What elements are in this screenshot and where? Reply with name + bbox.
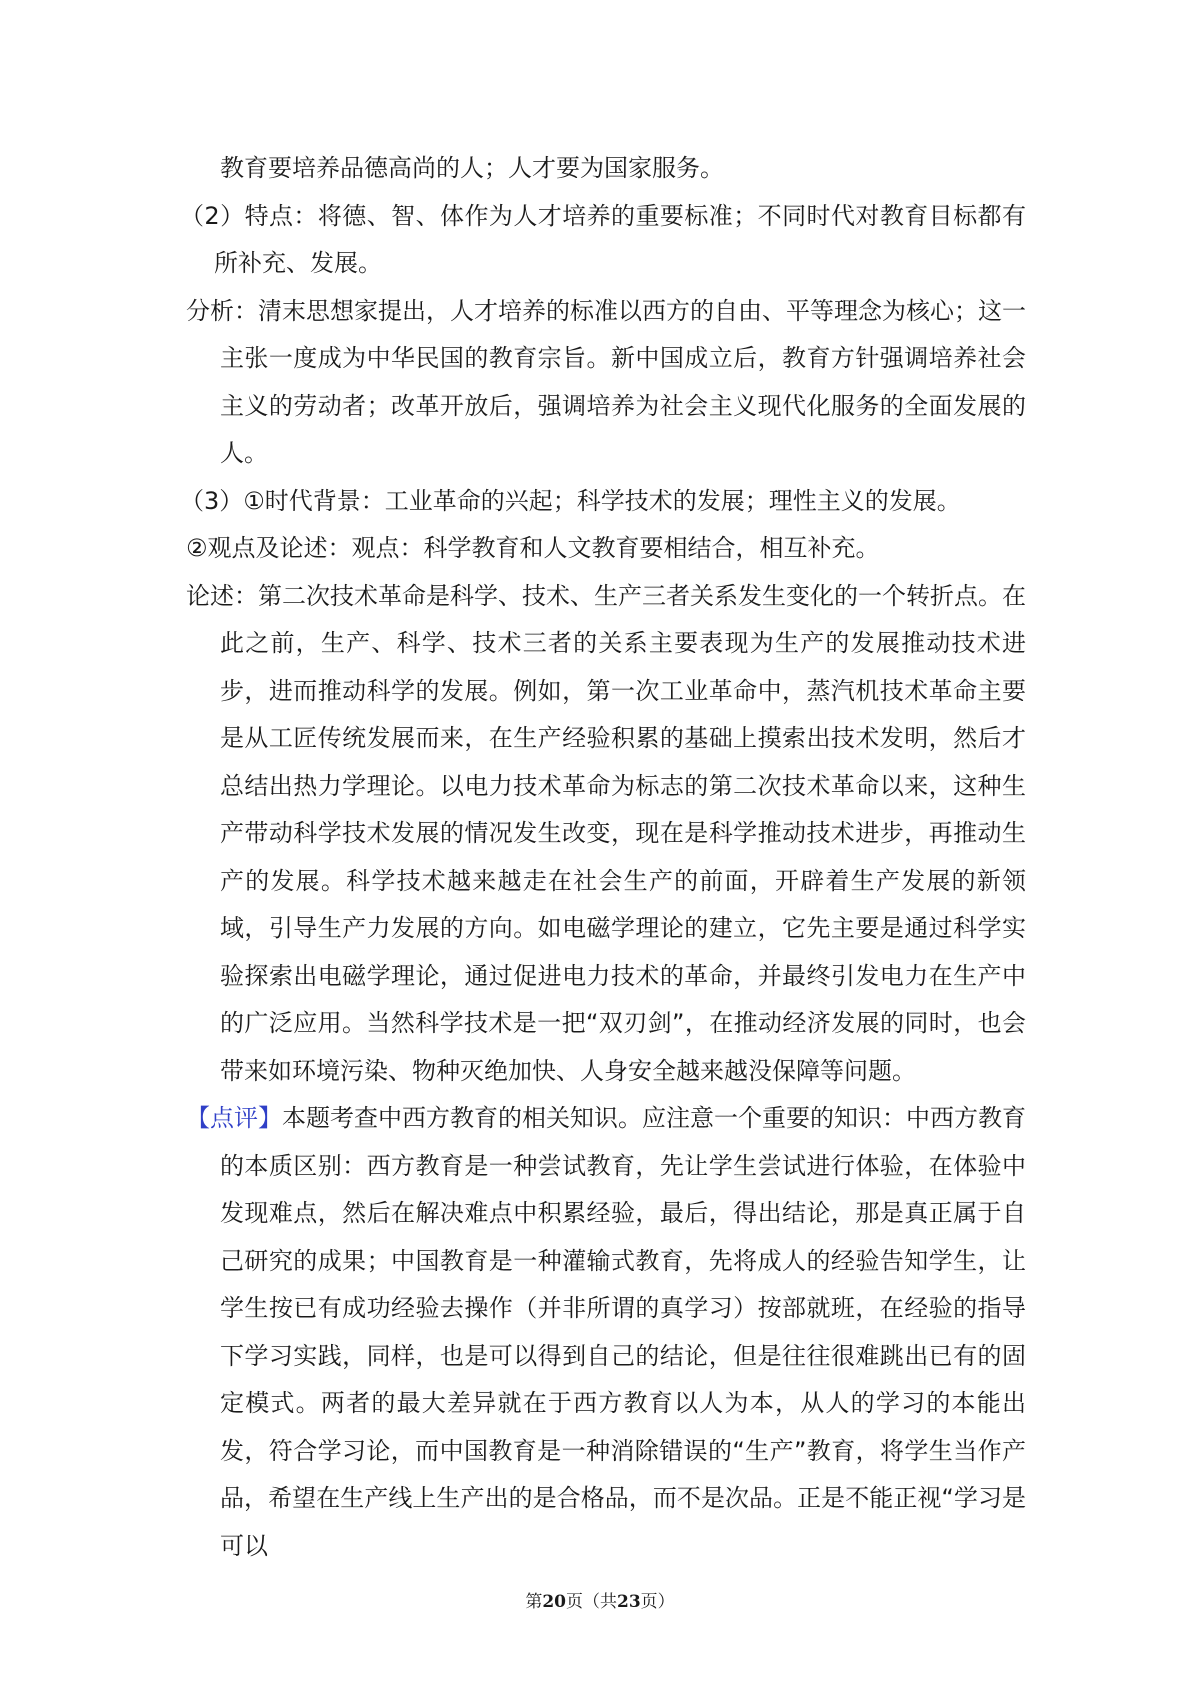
commentary-label: 【点评】 <box>186 1104 282 1132</box>
paragraph-viewpoint: ②观点及论述：观点：科学教育和人文教育要相结合，相互补充。 <box>186 534 880 562</box>
paragraph-background: （3）①时代背景：工业革命的兴起；科学技术的发展；理性主义的发展。 <box>180 486 961 515</box>
footer-suffix: 页） <box>640 1592 675 1612</box>
paragraph-discussion: 论述：第二次技术革命是科学、技术、生产三者关系发生变化的一个转折点。在此之前，生产、科学、技术三者的关系主要表现为生产的发展推动技术进步，进而推动科学的发展。例如，第一次工业革命中，蒸汽机技术革命主要是从工匠传统发展而来，在生产经验积累的基础上摸索出技术发明，然后才总结出热力学理论。以电力技术革命为标志的第二次技术革命以来，这种生产带动科学技术发展的情况发生改变，现在是科学推动技术进步，再推动生产的发展。科学技术越来越走在社会生产的前面，开辟着生产发展的新领域，引导生产力发展的方向。如电磁学理论的建立，它先主要是通过科学实验探索出电磁学理论，通过促进电力技术的革命，并最终引发电力在生产中的广泛应用。当然科学技术是一把“双刃剑”，在推动经济发展的同时，也会带来如环境污染、物种灭绝加快、人身安全越来越没保障等问题。 <box>186 581 1026 1085</box>
footer-middle: 页（共 <box>566 1592 617 1612</box>
paragraph-characteristics: （2）特点：将德、智、体作为人才培养的重要标准；不同时代对教育目标都有所补充、发展。 <box>180 201 1026 277</box>
footer-total-pages: 23 <box>617 1592 641 1612</box>
page-footer <box>0 1587 1200 1612</box>
paragraph-commentary <box>186 1095 1026 1570</box>
footer-prefix: 第 <box>525 1592 543 1612</box>
footer-page-number: 20 <box>542 1592 566 1612</box>
commentary-text: 本题考查中西方教育的相关知识。应注意一个重要的知识：中西方教育的本质区别：西方教育是一种尝试教育，先让学生尝试进行体验，在体验中发现难点，然后在解决难点中积累经验，最后，得出结论，那是真正属于自己研究的成果；中国教育是一种灌输式教育，先将成人的经验告知学生，让学生按已有成功经验去操作（并非所谓的真学习）按部就班，在经验的指导下学习实践，同样，也是可以得到自己的结论，但是往往很难跳出已有的固定模式。两者的最大差异就在于西方教育以人为本，从人的学习的本能出发，符合学习论，而中国教育是一种消除错误的“生产”教育，将学生当作产品，希望在生产线上生产出的是合格品，而不是次品。正是不能正视“学习是可以 <box>220 1104 1026 1560</box>
paragraph-analysis: 分析：清末思想家提出，人才培养的标准以西方的自由、平等理念为核心；这一主张一度成为中华民国的教育宗旨。新中国成立后，教育方针强调培养社会主义的劳动者；改革开放后，强调培养为社会主义现代化服务的全面发展的人。 <box>186 296 1026 467</box>
document-body <box>180 145 1026 1570</box>
paragraph-education-goal: 教育要培养品德高尚的人；人才要为国家服务。 <box>220 154 724 182</box>
